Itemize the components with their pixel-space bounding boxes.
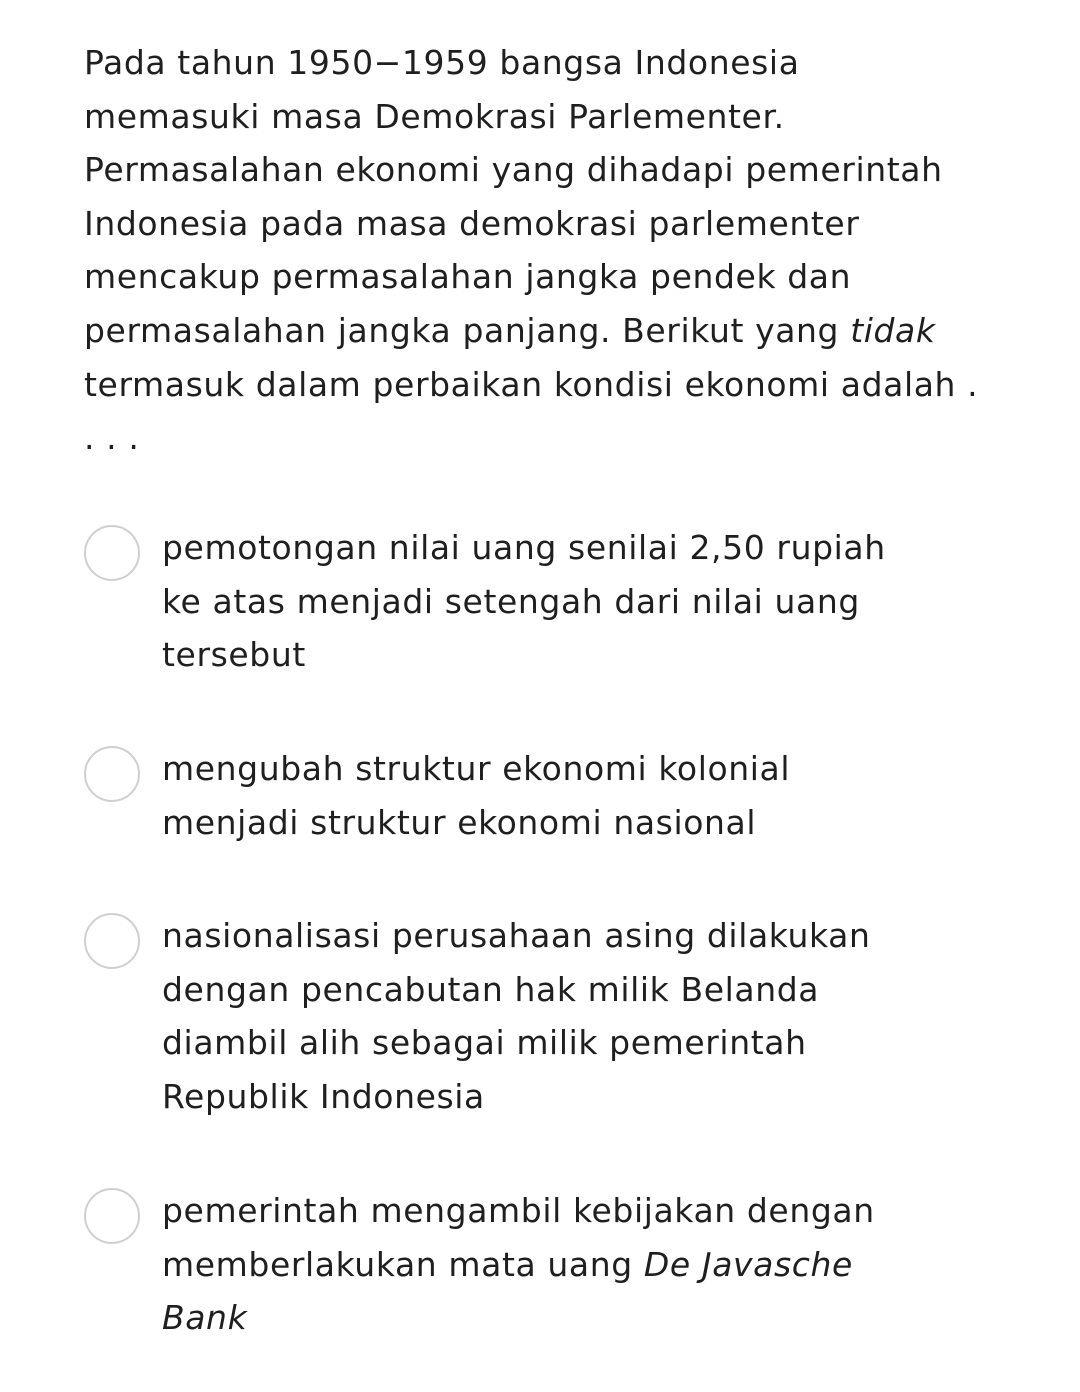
- answer-option-3-label[interactable]: nasionalisasi perusahaan asing dilakukan dengan pencabutan hak milik Belanda diambil alih sebagai milik pemerintah Republik Indonesia: [162, 916, 871, 1116]
- answer-option-3[interactable]: [84, 913, 984, 1127]
- radio-button-3[interactable]: [84, 913, 140, 969]
- answer-option-1[interactable]: [84, 525, 984, 685]
- answer-option-2[interactable]: [84, 746, 984, 854]
- answer-option-4[interactable]: [84, 1188, 984, 1348]
- answer-option-4-label[interactable]: [162, 1184, 932, 1345]
- question-emphasis: tidak: [850, 310, 936, 350]
- answer-option-4-text: pemerintah mengambil kebijakan dengan memberlakukan mata uang: [162, 1191, 875, 1284]
- answer-option-1-label[interactable]: pemotongan nilai uang senilai 2,50 rupiah ke atas menjadi setengah dari nilai uang tersebut: [162, 528, 886, 675]
- answer-option-4-italic: De Javasche Bank: [162, 1244, 853, 1338]
- radio-button-1[interactable]: [84, 525, 140, 581]
- question-text-after: termasuk dalam perbaikan kondisi ekonomi adalah . . . .: [84, 364, 979, 458]
- radio-button-4[interactable]: [84, 1188, 140, 1244]
- question-text: [84, 36, 984, 465]
- radio-button-2[interactable]: [84, 746, 140, 802]
- answer-option-2-label[interactable]: mengubah struktur ekonomi kolonial menjadi struktur ekonomi nasional: [162, 749, 791, 842]
- question-text-before: Pada tahun 1950−1959 bangsa Indonesia memasuki masa Demokrasi Parlementer. Permasalahan ekonomi yang dihadapi pemerintah Indonesia pada masa demokrasi parlementer mencakup permasalahan jangka pendek dan permasalahan jangka panjang. Berikut yang: [84, 43, 943, 350]
